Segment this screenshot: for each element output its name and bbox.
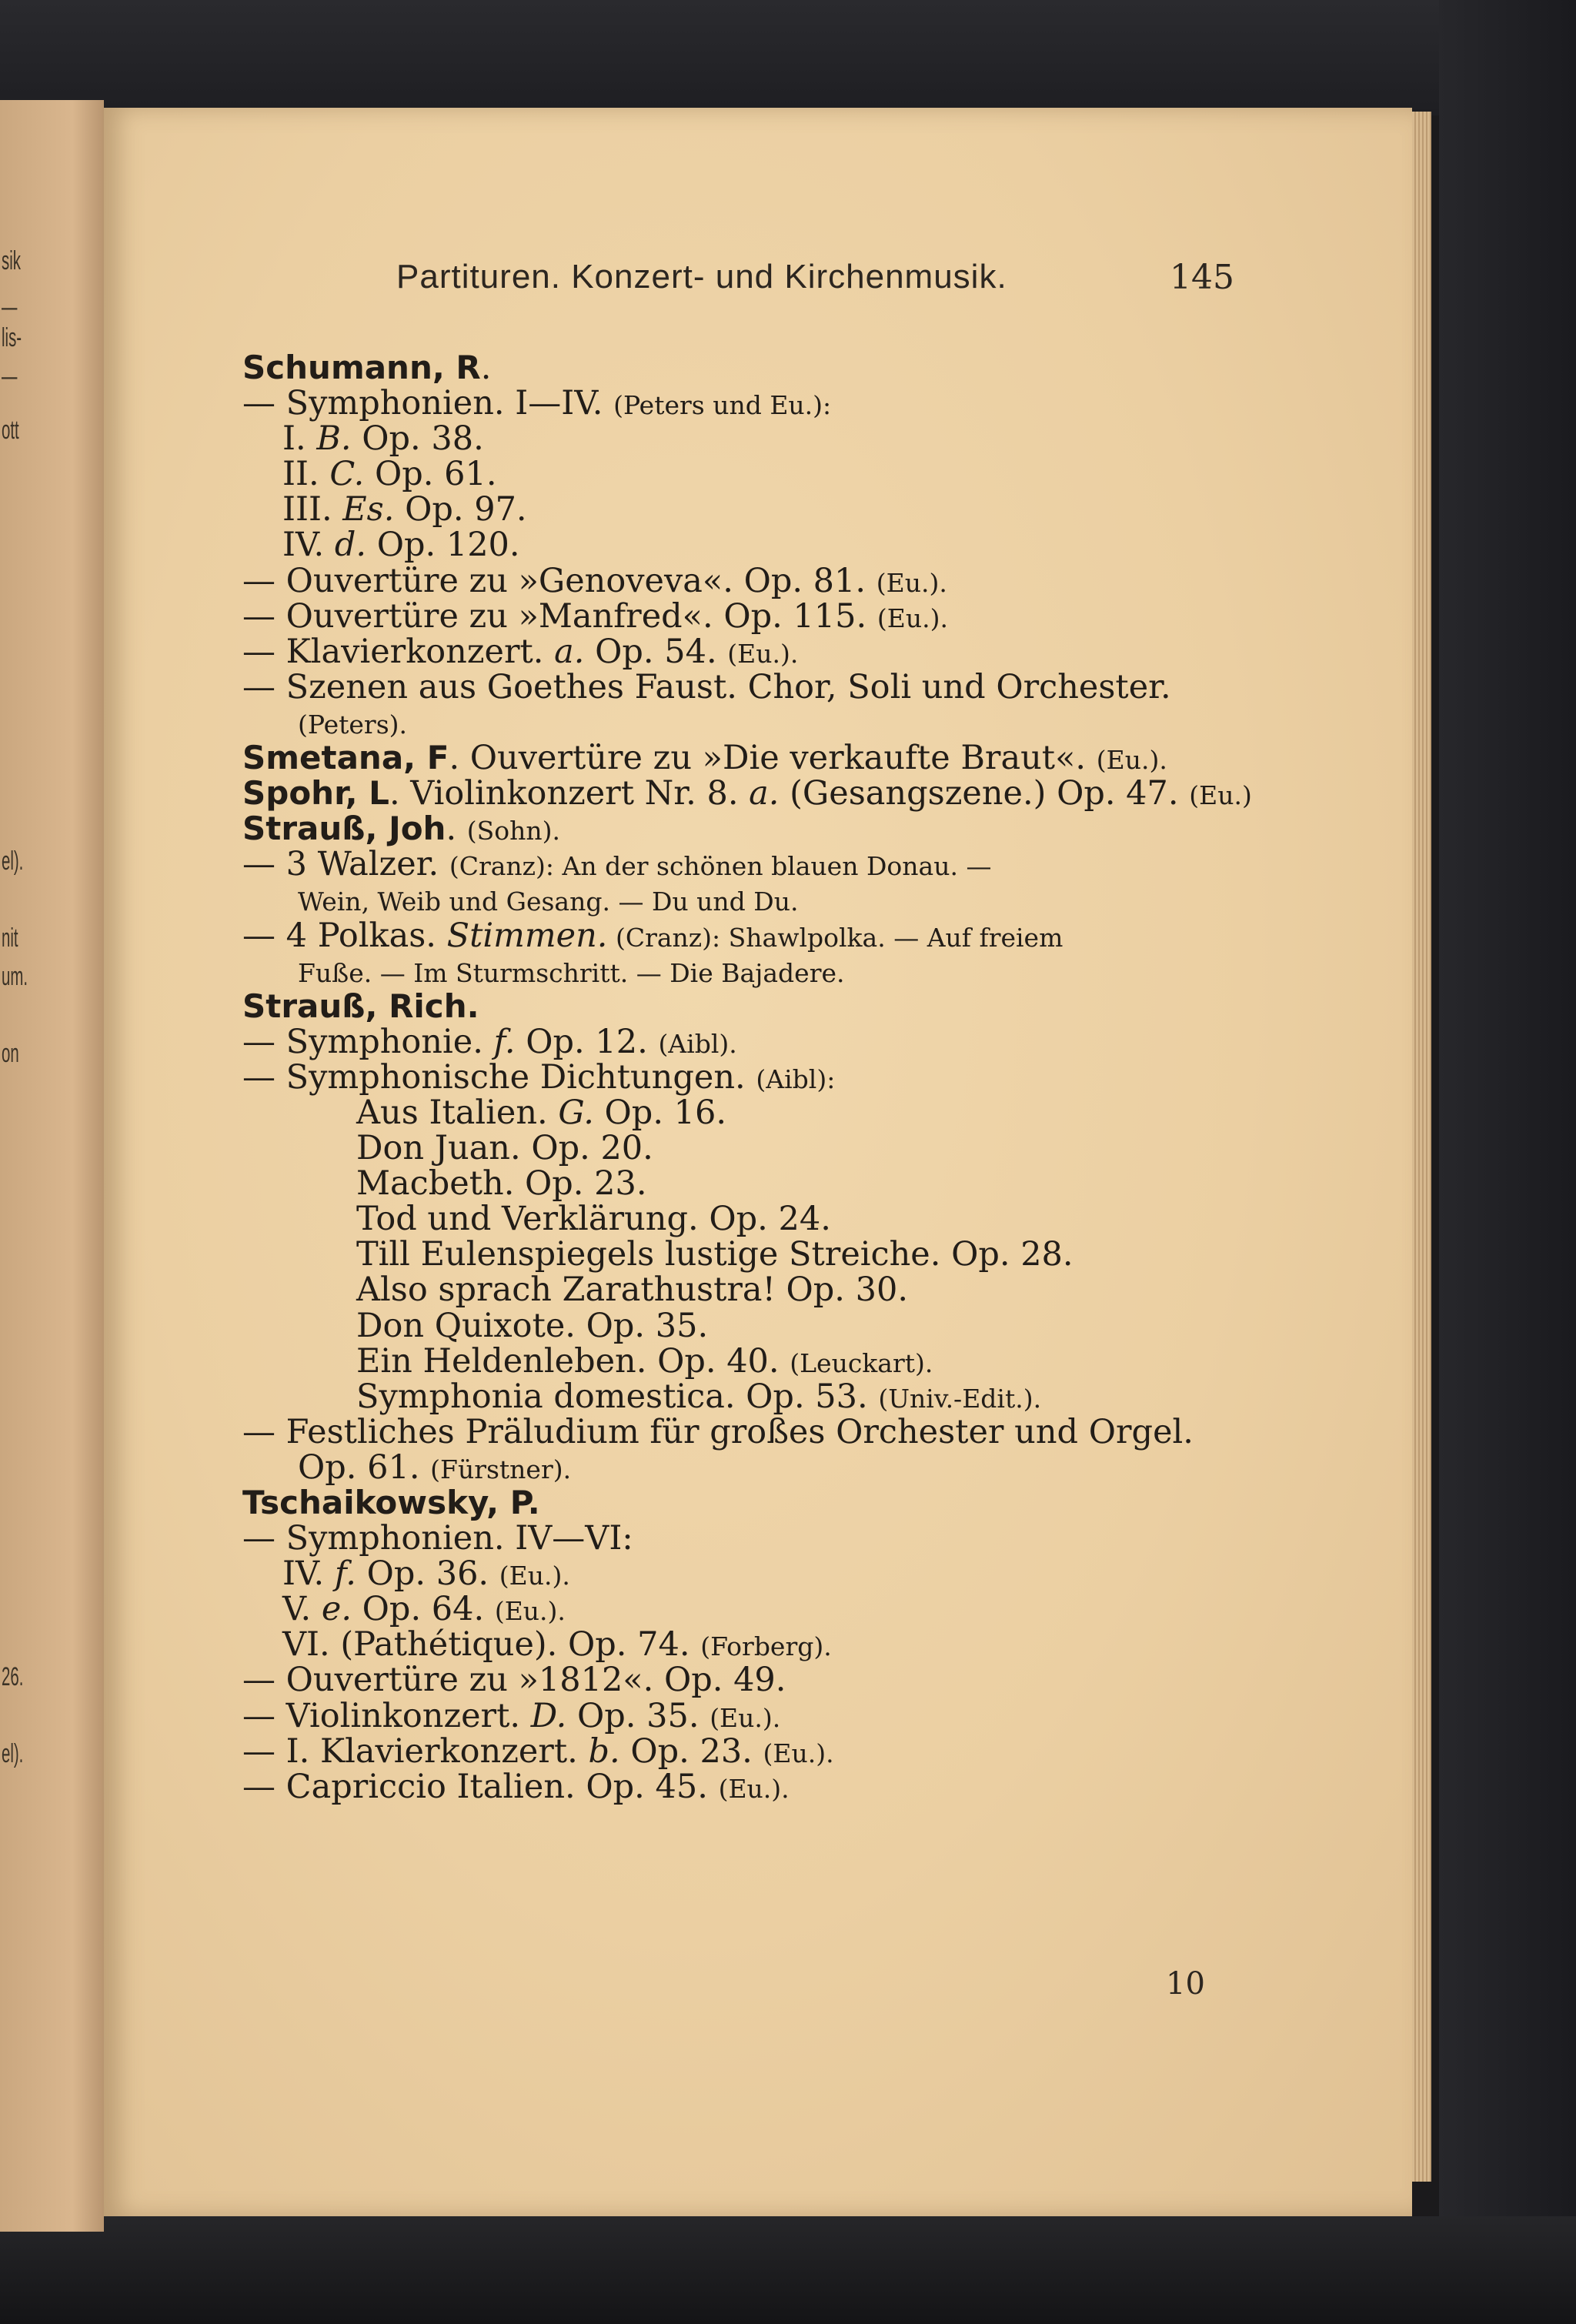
entry-text: — Symphonien. IV—VI: bbox=[242, 1519, 633, 1558]
entry-text: — I. Klavierkonzert. bbox=[242, 1731, 589, 1771]
entry-text: Op. 97. bbox=[394, 490, 527, 529]
key-italic: a. bbox=[554, 632, 585, 671]
catalog-line bbox=[242, 634, 1243, 669]
entry-text: Till Eulenspiegels lustige Streiche. Op. 28. bbox=[356, 1235, 1073, 1274]
catalog-line bbox=[242, 596, 1243, 636]
catalog-line bbox=[242, 1625, 1243, 1665]
key-italic: d. bbox=[334, 526, 367, 565]
catalog-line bbox=[242, 1130, 1243, 1166]
catalog-line bbox=[242, 527, 1243, 563]
entry-text: Aus Italien. bbox=[356, 1093, 559, 1132]
entry-text: — Klavierkonzert. bbox=[242, 632, 555, 671]
catalog-line bbox=[242, 1341, 1243, 1381]
catalog-line bbox=[242, 1447, 1243, 1487]
key-italic: a. bbox=[749, 774, 780, 813]
composer-name: Strauß, Joh bbox=[242, 810, 446, 848]
publisher-note: (Eu.). bbox=[499, 1561, 570, 1591]
publisher-note: (Aibl). bbox=[658, 1028, 737, 1059]
publisher-note: (Eu.). bbox=[1096, 745, 1167, 776]
entry-text: — Ouvertüre zu »1812«. Op. 49. bbox=[242, 1661, 786, 1700]
entry-text: I. bbox=[282, 419, 317, 459]
entry-text: Op. 35. bbox=[566, 1696, 710, 1735]
publisher-note: (Sohn). bbox=[466, 816, 561, 846]
entry-text: Ein Heldenleben. Op. 40. bbox=[356, 1341, 790, 1381]
book-cover-bottom bbox=[0, 2216, 1576, 2324]
key-italic: f. bbox=[493, 1022, 516, 1061]
key-italic: Stimmen. bbox=[446, 916, 608, 955]
publisher-note: (Univ.-Edit.). bbox=[878, 1383, 1042, 1414]
publisher-note: (Eu.). bbox=[876, 567, 947, 598]
publisher-note: Fuße. — Im Sturmschritt. — Die Bajadere. bbox=[298, 957, 845, 988]
composer-entry bbox=[242, 350, 1243, 386]
composer-name: Spohr, L bbox=[242, 774, 389, 813]
entry-text: Op. 38. bbox=[351, 419, 484, 459]
previous-page-fragment: el). bbox=[2, 846, 24, 876]
publisher-note: (Eu.). bbox=[718, 1773, 790, 1804]
catalog-line bbox=[242, 882, 1243, 917]
catalog-line bbox=[242, 1024, 1243, 1060]
publisher-note: (Fürstner). bbox=[430, 1454, 572, 1484]
entry-text: Don Juan. Op. 20. bbox=[356, 1129, 653, 1168]
entry-text: — Szenen aus Goethes Faust. Chor, Soli und Orchester. bbox=[242, 667, 1171, 706]
entry-text: Op. 64. bbox=[352, 1590, 495, 1629]
entry-text: — Capriccio Italien. Op. 45. bbox=[242, 1767, 719, 1806]
catalog-line bbox=[242, 563, 1243, 599]
entry-text: Op. 61. bbox=[364, 455, 497, 494]
entry-text: V. bbox=[282, 1590, 322, 1629]
previous-page-edge bbox=[0, 100, 104, 2232]
publisher-note: (Cranz): An der schönen blauen Donau. — bbox=[449, 851, 992, 882]
catalog-line bbox=[242, 1662, 1243, 1698]
key-italic: f. bbox=[334, 1554, 356, 1594]
publisher-note: (Forberg). bbox=[700, 1631, 832, 1662]
entry-text: — Symphonien. I—IV. bbox=[242, 384, 614, 423]
catalog-line bbox=[242, 386, 1243, 421]
composer-entry bbox=[242, 774, 1252, 813]
entry-text: . bbox=[446, 810, 467, 849]
publisher-note: (Peters). bbox=[298, 709, 407, 740]
composer-name: Schumann, R bbox=[242, 349, 481, 386]
entry-text: — 3 Walzer. bbox=[242, 845, 449, 884]
entry-text: Tod und Verklärung. Op. 24. bbox=[356, 1200, 831, 1239]
signature-mark: 10 bbox=[1166, 1966, 1205, 2002]
catalog-line bbox=[242, 1164, 1243, 1204]
entry-text: — Symphonische Dichtungen. bbox=[242, 1057, 756, 1097]
publisher-note: (Eu.). bbox=[876, 603, 948, 633]
entry-text: — Festliches Präludium für großes Orchester und Orgel. bbox=[242, 1412, 1194, 1451]
catalog-line bbox=[242, 1308, 1243, 1344]
entry-text: . Violinkonzert Nr. 8. bbox=[389, 774, 750, 813]
publisher-note: (Aibl): bbox=[756, 1063, 836, 1094]
catalog-line bbox=[242, 1521, 1243, 1556]
page-number: 145 bbox=[1170, 258, 1234, 297]
catalog-line bbox=[242, 1237, 1243, 1272]
catalog-line bbox=[242, 419, 1243, 459]
previous-page-fragment: — bbox=[2, 362, 18, 391]
entry-text: — Ouvertüre zu »Genoveva«. Op. 81. bbox=[242, 561, 876, 600]
catalog-line bbox=[242, 1414, 1243, 1450]
publisher-note: (Peters und Eu.): bbox=[613, 390, 832, 421]
catalog-line bbox=[242, 1379, 1243, 1414]
catalog-line bbox=[242, 1769, 1243, 1805]
composer-entry bbox=[242, 740, 1243, 776]
publisher-note: (Cranz): Shawlpolka. — Auf freiem bbox=[607, 922, 1063, 953]
composer-entry bbox=[242, 989, 1243, 1024]
composer-entry bbox=[242, 1485, 1243, 1521]
key-italic: C. bbox=[329, 455, 365, 494]
composer-name: Strauß, Rich. bbox=[242, 987, 479, 1025]
entry-text: Op. 16. bbox=[593, 1093, 727, 1132]
entry-text: . bbox=[480, 349, 492, 387]
key-italic: b. bbox=[588, 1731, 620, 1771]
catalog-line bbox=[242, 1201, 1243, 1237]
entry-text: — Ouvertüre zu »Manfred«. Op. 115. bbox=[242, 596, 877, 636]
catalog-line bbox=[242, 918, 1243, 953]
catalog-line bbox=[242, 846, 1243, 882]
entry-text: Don Quixote. Op. 35. bbox=[356, 1306, 709, 1345]
entry-text: VI. (Pathétique). Op. 74. bbox=[282, 1625, 701, 1665]
catalog-line bbox=[242, 669, 1243, 705]
catalog-line bbox=[242, 1095, 1243, 1130]
previous-page-fragment: nit bbox=[2, 923, 18, 953]
entry-text: . Ouvertüre zu »Die verkaufte Braut«. bbox=[449, 739, 1097, 778]
publisher-note: Wein, Weib und Gesang. — Du und Du. bbox=[298, 887, 799, 917]
composer-name: Tschaikowsky, P. bbox=[242, 1484, 540, 1521]
entry-text: Symphonia domestica. Op. 53. bbox=[356, 1377, 879, 1416]
key-italic: e. bbox=[321, 1590, 352, 1629]
previous-page-fragment: um. bbox=[2, 962, 28, 991]
entry-text: Op. 12. bbox=[515, 1022, 659, 1061]
previous-page-fragment: 26. bbox=[2, 1662, 24, 1691]
catalog-line bbox=[242, 1731, 1243, 1771]
entry-text: IV. bbox=[282, 526, 335, 565]
catalog-line bbox=[242, 492, 1243, 527]
publisher-note: (Leuckart). bbox=[790, 1347, 933, 1378]
entry-text: Op. 54. bbox=[584, 632, 728, 671]
catalog-line bbox=[242, 1591, 1243, 1627]
entry-text: Op. 61. bbox=[298, 1447, 431, 1487]
catalog-line bbox=[242, 1057, 1243, 1097]
key-italic: Es. bbox=[342, 490, 395, 529]
entry-text: Also sprach Zarathustra! Op. 30. bbox=[356, 1271, 909, 1310]
previous-page-fragment: — bbox=[2, 292, 18, 322]
publisher-note: (Eu.). bbox=[494, 1596, 566, 1627]
previous-page-fragment: on bbox=[2, 1039, 19, 1068]
composer-entry bbox=[242, 810, 1243, 849]
catalog-line bbox=[242, 1554, 1243, 1594]
key-italic: G. bbox=[558, 1093, 594, 1132]
entry-text: II. bbox=[282, 455, 330, 494]
previous-page-fragment: sik bbox=[2, 246, 21, 275]
composer-name: Smetana, F bbox=[242, 739, 449, 777]
entry-text: III. bbox=[282, 490, 343, 529]
running-header: Partituren. Konzert- und Kirchenmusik. bbox=[396, 258, 1007, 296]
publisher-note: (Eu.). bbox=[727, 638, 799, 669]
entry-text: Macbeth. Op. 23. bbox=[356, 1164, 647, 1204]
key-italic: D. bbox=[530, 1696, 567, 1735]
entry-text: IV. bbox=[282, 1554, 335, 1594]
catalog-line bbox=[242, 1271, 1243, 1310]
entry-text: — Symphonie. bbox=[242, 1022, 494, 1061]
publisher-note: (Eu.). bbox=[710, 1702, 781, 1733]
entry-text: Op. 23. bbox=[619, 1731, 763, 1771]
publisher-note: (Eu.). bbox=[763, 1738, 834, 1768]
catalog-line bbox=[242, 705, 1243, 740]
previous-page-fragment: lis- bbox=[2, 323, 22, 352]
entry-text: Op. 36. bbox=[356, 1554, 499, 1594]
catalog-line bbox=[242, 456, 1243, 492]
publisher-note: (Eu.) bbox=[1189, 780, 1252, 811]
previous-page-fragment: el). bbox=[2, 1739, 24, 1768]
catalog-listing bbox=[242, 349, 1252, 1806]
previous-page-fragment: ott bbox=[2, 416, 19, 445]
key-italic: B. bbox=[316, 419, 352, 459]
catalog-line bbox=[242, 953, 1243, 989]
book-cover-top bbox=[0, 0, 1576, 115]
book-cover-right bbox=[1439, 0, 1576, 2324]
entry-text: Op. 120. bbox=[366, 526, 520, 565]
entry-text: — 4 Polkas. bbox=[242, 916, 447, 955]
entry-text: (Gesangszene.) Op. 47. bbox=[779, 774, 1190, 813]
catalog-line bbox=[242, 1698, 1243, 1734]
entry-text: — Violinkonzert. bbox=[242, 1696, 531, 1735]
